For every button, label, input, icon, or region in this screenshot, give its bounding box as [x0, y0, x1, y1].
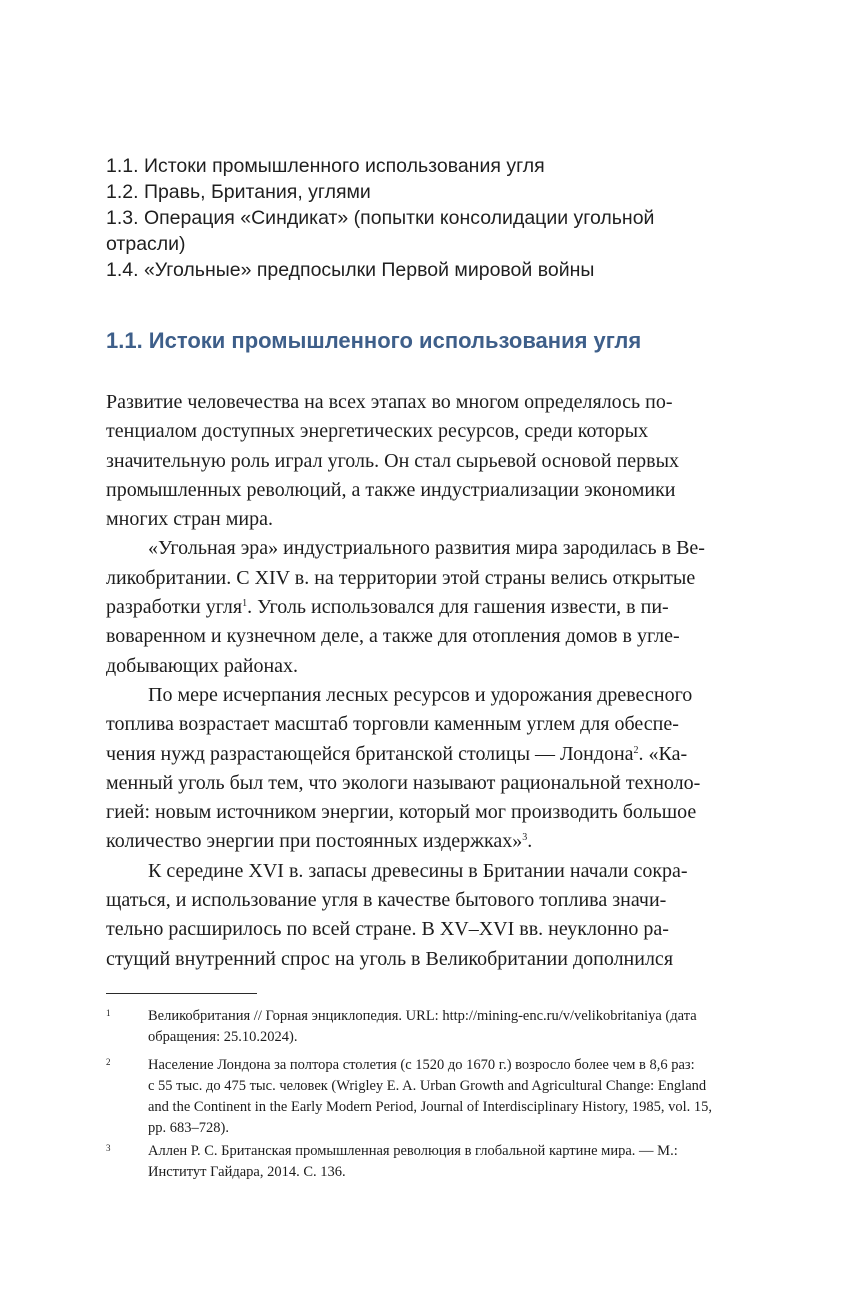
footnote-ref-1[interactable]: 1: [242, 598, 248, 610]
body-line: стущий внутренний спрос на уголь в Великобритании дополнился: [106, 947, 674, 970]
toc-item: 1.1. Истоки промышленного использования угля: [106, 155, 545, 177]
toc-item: 1.3. Операция «Синдикат» (попытки консолидации угольной: [106, 207, 655, 229]
body-line: топлива возрастает масштаб торговли каменным углем для обеспе-: [106, 713, 679, 736]
body-line: добывающих районах.: [106, 654, 299, 677]
footnote-number: 2: [106, 1057, 111, 1067]
footnote-text: Население Лондона за полтора столетия (с 1520 до 1670 г.) возросло более чем в 8,6 раз: с 55 тыс. до 475 тыс. человек (Wrigley E. A. Urban Growth and Agricultural Change: England and the Continent in the Early Modern Period, Journal of Interdisciplinary History, 1985, vol. 15, pp. 683–728).: [148, 1057, 713, 1136]
body-line: ликобритании. С XIV в. на территории этой страны велись открытые: [106, 566, 696, 589]
body-line: гией: новым источником энергии, который мог производить большое: [106, 801, 697, 824]
footnote-ref-3[interactable]: 3: [522, 832, 528, 844]
body-line: «Угольная эра» индустриального развития мира зародилась в Ве-: [148, 537, 705, 560]
footnote-divider: [106, 993, 257, 994]
body-line: многих стран мира.: [106, 508, 273, 531]
toc-item: 1.4. «Угольные» предпосылки Первой мировой войны: [106, 259, 595, 281]
footnote-number: 1: [106, 1008, 111, 1018]
body-line: количество энергии при постоянных издержках»$^3$.: [106, 830, 533, 853]
body-line: К середине XVI в. запасы древесины в Британии начали сокра-: [148, 859, 688, 882]
book-page: [106, 0, 738, 1299]
body-line: разработки угля$^1$. Уголь использовался для гашения извести, в пи-: [106, 596, 669, 619]
footnote-text: Аллен Р. С. Британская промышленная революция в глобальной картине мира. — М.: Институт Гайдара, 2014. С. 136.: [148, 1143, 678, 1180]
chapter-contents: [106, 153, 738, 283]
body-line: тельно расширилось по всей стране. В XV–XVI вв. неуклонно ра-: [106, 918, 669, 941]
body-line: Развитие человечества на всех этапах во многом определялось по-: [106, 391, 673, 413]
footnote-text: Великобритания // Горная энциклопедия. URL: http://mining-enc.ru/v/velikobritaniya (дата обращения: 25.10.2024).: [148, 1008, 697, 1045]
body-line: менный уголь был тем, что экологи называют рациональной техноло-: [106, 771, 701, 794]
body-line: воваренном и кузнечном деле, а также для отопления домов в угле-: [106, 625, 680, 648]
footnote-number: 3: [106, 1143, 111, 1153]
body-line: промышленных революций, а также индустриализации экономики: [106, 478, 676, 501]
toc-item: 1.2. Правь, Британия, углями: [106, 181, 371, 203]
body-line: тенциалом доступных энергетических ресурсов, среди которых: [106, 420, 649, 443]
toc-item-continuation: отрасли): [106, 233, 186, 255]
footnote-ref-2[interactable]: 2: [633, 744, 639, 756]
section-heading: 1.1. Истоки промышленного использования угля: [106, 328, 642, 353]
body-line: чения нужд разрастающейся британской столицы — Лондона$^2$. «Ка-: [106, 742, 688, 765]
body-line: По мере исчерпания лесных ресурсов и удорожания древесного: [148, 683, 693, 706]
body-line: щаться, и использование угля в качестве бытового топлива значи-: [106, 889, 667, 912]
body-line: значительную роль играл уголь. Он стал сырьевой основой первых: [106, 449, 680, 472]
body-text: [106, 388, 738, 974]
